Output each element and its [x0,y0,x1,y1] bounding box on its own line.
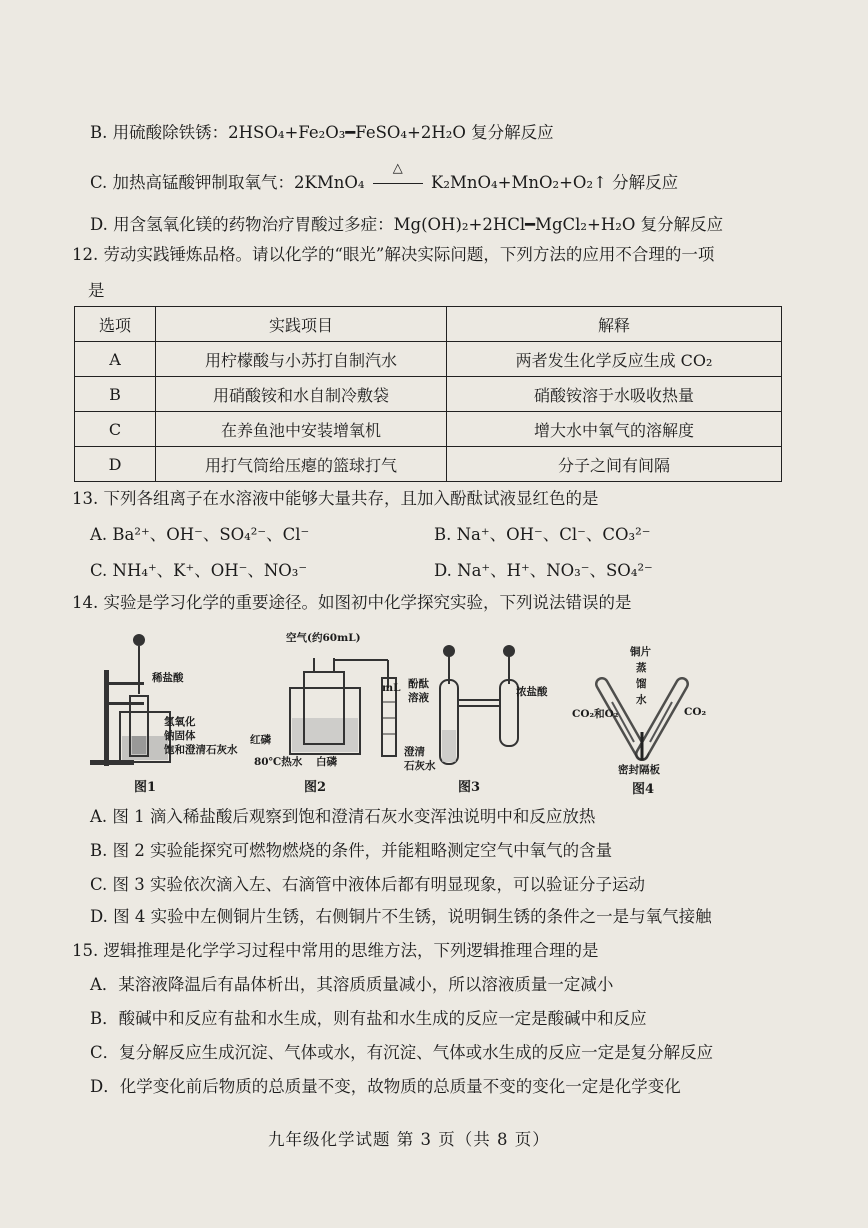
fig4-label-water2: 馏 [636,678,647,690]
q11-option-c: C. 加热高锰酸钾制取氧气：2KMnO₄ △ K₂MnO₄+MnO₂+O₂↑ 分解反应 [90,172,678,194]
cell-project: 用硝酸铵和水自制冷敷袋 [156,377,447,412]
fig4-label-co2: CO₂ [684,706,707,718]
q15-option-a: A．某溶液降温后有晶体析出，其溶质质量减小，所以溶液质量一定减小 [90,975,614,994]
q11-option-d: D. 用含氢氧化镁的药物治疗胃酸过多症：Mg(OH)₂+2HCl━MgCl₂+H₂O 复分解反应 [90,215,724,234]
q14-option-b: B. 图 2 实验能探究可燃物燃烧的条件，并能粗略测定空气中氧气的含量 [90,841,613,860]
q13-option-a: A. Ba²⁺、OH⁻、SO₄²⁻、Cl⁻ [90,525,310,544]
figure-3 [404,618,564,798]
cell-option: D [75,447,156,482]
q15-option-b: B．酸碱中和反应有盐和水生成，则有盐和水生成的反应一定是酸碱中和反应 [90,1009,647,1028]
fig1-label-naoh1: 氢氧化 [164,716,196,728]
header-explanation: 解释 [447,307,782,342]
fig3-label-phenol2: 溶液 [408,692,429,704]
figure-4-apparatus [572,618,732,768]
cell-option: A [75,342,156,377]
fig4-label-copper: 铜片 [630,646,651,658]
cell-project: 用柠檬酸与小苏打自制汽水 [156,342,447,377]
q14-option-a: A. 图 1 滴入稀盐酸后观察到饱和澄清石灰水变浑浊说明中和反应放热 [90,807,596,826]
q15-option-d: D．化学变化前后物质的总质量不变，故物质的总质量不变的变化一定是化学变化 [90,1077,681,1096]
fig4-label-water3: 水 [636,694,647,706]
fig2-label-red-p: 红磷 [250,734,271,746]
fig2-label-air: 空气(约60mL) [286,632,361,644]
fig3-label-conc-hcl: 浓盐酸 [516,686,548,698]
q14-option-d: D. 图 4 实验中左侧铜片生锈，右侧铜片不生锈，说明铜生锈的条件之一是与氧气接触 [90,907,712,926]
header-project: 实践项目 [156,307,447,342]
cell-project: 用打气筒给压瘪的篮球打气 [156,447,447,482]
q13-stem: 13. 下列各组离子在水溶液中能够大量共存，且加入酚酞试液显红色的是 [72,489,599,508]
table-row [75,377,782,412]
q12-table [74,306,782,482]
fig1-label-limewater: 饱和澄清石灰水 [164,744,238,756]
q15-stem: 15. 逻辑推理是化学学习过程中常用的思维方法，下列逻辑推理合理的是 [72,941,599,960]
reaction-condition: △ [392,161,403,176]
fig1-label-naoh2: 钠固体 [164,730,196,742]
fig4-label-seal: 密封隔板 [618,764,660,776]
fig4-label-water1: 蒸 [636,662,647,674]
q15-option-c: C．复分解反应生成沉淀、气体或水，有沉淀、气体或水生成的反应一定是复分解反应 [90,1043,714,1062]
q12-stem-line1: 12. 劳动实践锤炼品格。请以化学的“眼光”解决实际问题，下列方法的应用不合理的一项 [72,245,715,264]
cell-option: C [75,412,156,447]
figure-4 [572,618,732,798]
figure-1 [88,618,248,798]
q11-option-b: B. 用硫酸除铁锈：2HSO₄+Fe₂O₃━FeSO₄+2H₂O 复分解反应 [90,123,554,142]
fig2-label-ml: mL [382,682,401,694]
cell-explanation: 硝酸铵溶于水吸收热量 [447,377,782,412]
page-footer: 九年级化学试题 第 3 页（共 8 页） [268,1130,550,1149]
table-row [75,412,782,447]
q13-option-c: C. NH₄⁺、K⁺、OH⁻、NO₃⁻ [90,561,308,580]
q14-option-c: C. 图 3 实验依次滴入左、右滴管中液体后都有明显现象，可以验证分子运动 [90,875,646,894]
cell-explanation: 分子之间有间隔 [447,447,782,482]
table-row [75,447,782,482]
cell-explanation: 增大水中氧气的溶解度 [447,412,782,447]
fig2-label-white-p: 白磷 [316,756,337,768]
header-option: 选项 [75,307,156,342]
cell-project: 在养鱼池中安装增氧机 [156,412,447,447]
q13-option-d: D. Na⁺、H⁺、NO₃⁻、SO₄²⁻ [434,561,653,580]
cell-option: B [75,377,156,412]
fig1-label-hcl: 稀盐酸 [152,672,184,684]
q12-stem-line2: 是 [88,281,105,300]
fig4-label-co2-o2: CO₂和O₂ [572,708,619,720]
fig1-caption: 图1 [134,780,157,795]
fig3-label-lime2: 石灰水 [404,760,436,772]
fig3-label-phenol1: 酚酞 [408,678,429,690]
cell-explanation: 两者发生化学反应生成 CO₂ [447,342,782,377]
q13-option-b: B. Na⁺、OH⁻、Cl⁻、CO₃²⁻ [434,525,651,544]
table-row [75,342,782,377]
fig3-caption: 图3 [458,780,481,795]
fig3-label-lime1: 澄清 [404,746,425,758]
fig2-label-hot-water: 80℃热水 [254,756,303,768]
q14-stem: 14. 实验是学习化学的重要途径。如图初中化学探究实验，下列说法错误的是 [72,593,632,612]
fig4-caption: 图4 [632,782,655,797]
figure-2 [250,618,420,798]
table-header-row [75,307,782,342]
fig2-caption: 图2 [304,780,327,795]
